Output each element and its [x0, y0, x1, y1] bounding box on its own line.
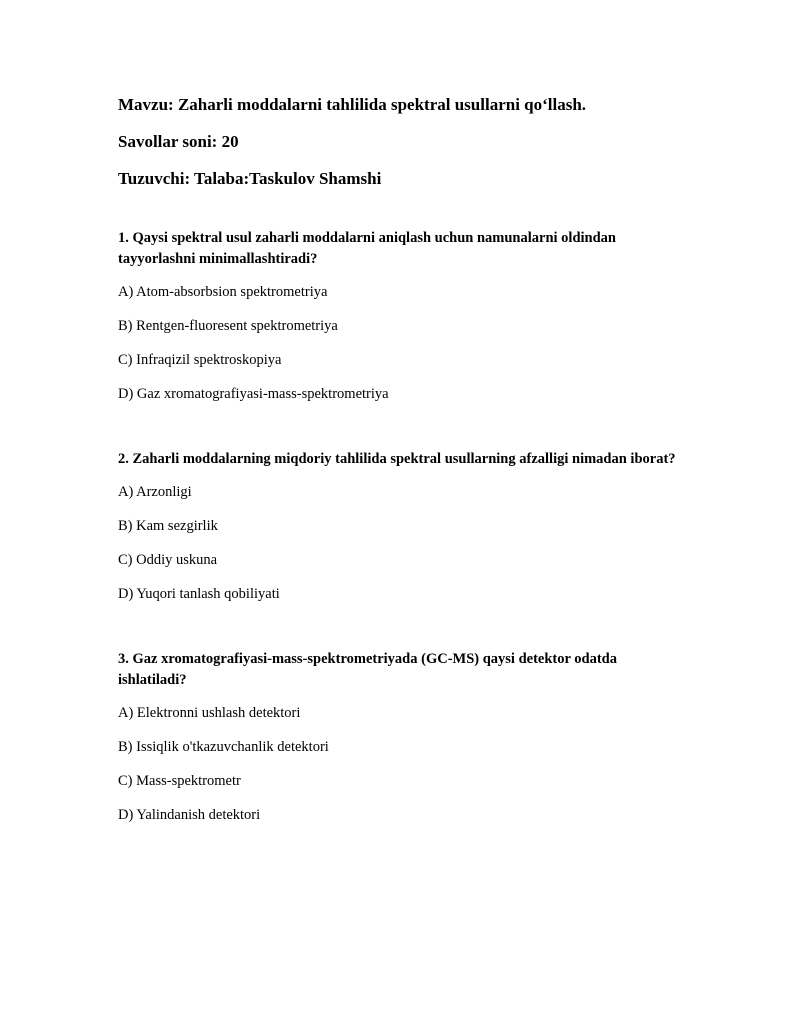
question-block-2 [118, 449, 678, 605]
answer-option-d: D) Yalindanish detektori [118, 807, 261, 823]
answer-option-c: C) Mass-spektrometr [118, 773, 241, 789]
answer-option-d: D) Yuqori tanlash qobiliyati [118, 586, 280, 602]
question-count-heading: Savollar soni: 20 [118, 132, 239, 151]
question-block-1 [118, 228, 678, 405]
answer-option-b: B) Issiqlik o'tkazuvchanlik detektori [118, 739, 329, 755]
topic-heading: Mavzu: Zaharli moddalarni tahlilida spektral usullarni qo‘llash. [118, 95, 587, 114]
answer-option-c: C) Infraqizil spektroskopiya [118, 352, 282, 368]
answer-option-a: A) Arzonligi [118, 484, 192, 500]
answer-option-d: D) Gaz xromatografiyasi-mass-spektrometriya [118, 386, 389, 402]
question-text: 3. Gaz xromatografiyasi-mass-spektrometriyada (GC-MS) qaysi detektor odatda ishlatiladi? [118, 651, 617, 688]
answer-option-a: A) Atom-absorbsion spektrometriya [118, 284, 328, 300]
question-list [118, 228, 678, 826]
question-text: 2. Zaharli moddalarning miqdoriy tahlilida spektral usullarning afzalligi nimadan iborat? [118, 451, 676, 467]
question-text: 1. Qaysi spektral usul zaharli moddalarni aniqlash uchun namunalarni oldindan tayyorlashni minimallashtiradi? [118, 230, 616, 267]
answer-option-b: B) Rentgen-fluoresent spektrometriya [118, 318, 338, 334]
question-block-3 [118, 649, 678, 826]
answer-option-a: A) Elektronni ushlash detektori [118, 705, 301, 721]
author-heading: Tuzuvchi: Talaba:Taskulov Shamshi [118, 169, 382, 188]
answer-option-c: C) Oddiy uskuna [118, 552, 218, 568]
document-page [118, 94, 678, 870]
answer-option-b: B) Kam sezgirlik [118, 518, 218, 534]
